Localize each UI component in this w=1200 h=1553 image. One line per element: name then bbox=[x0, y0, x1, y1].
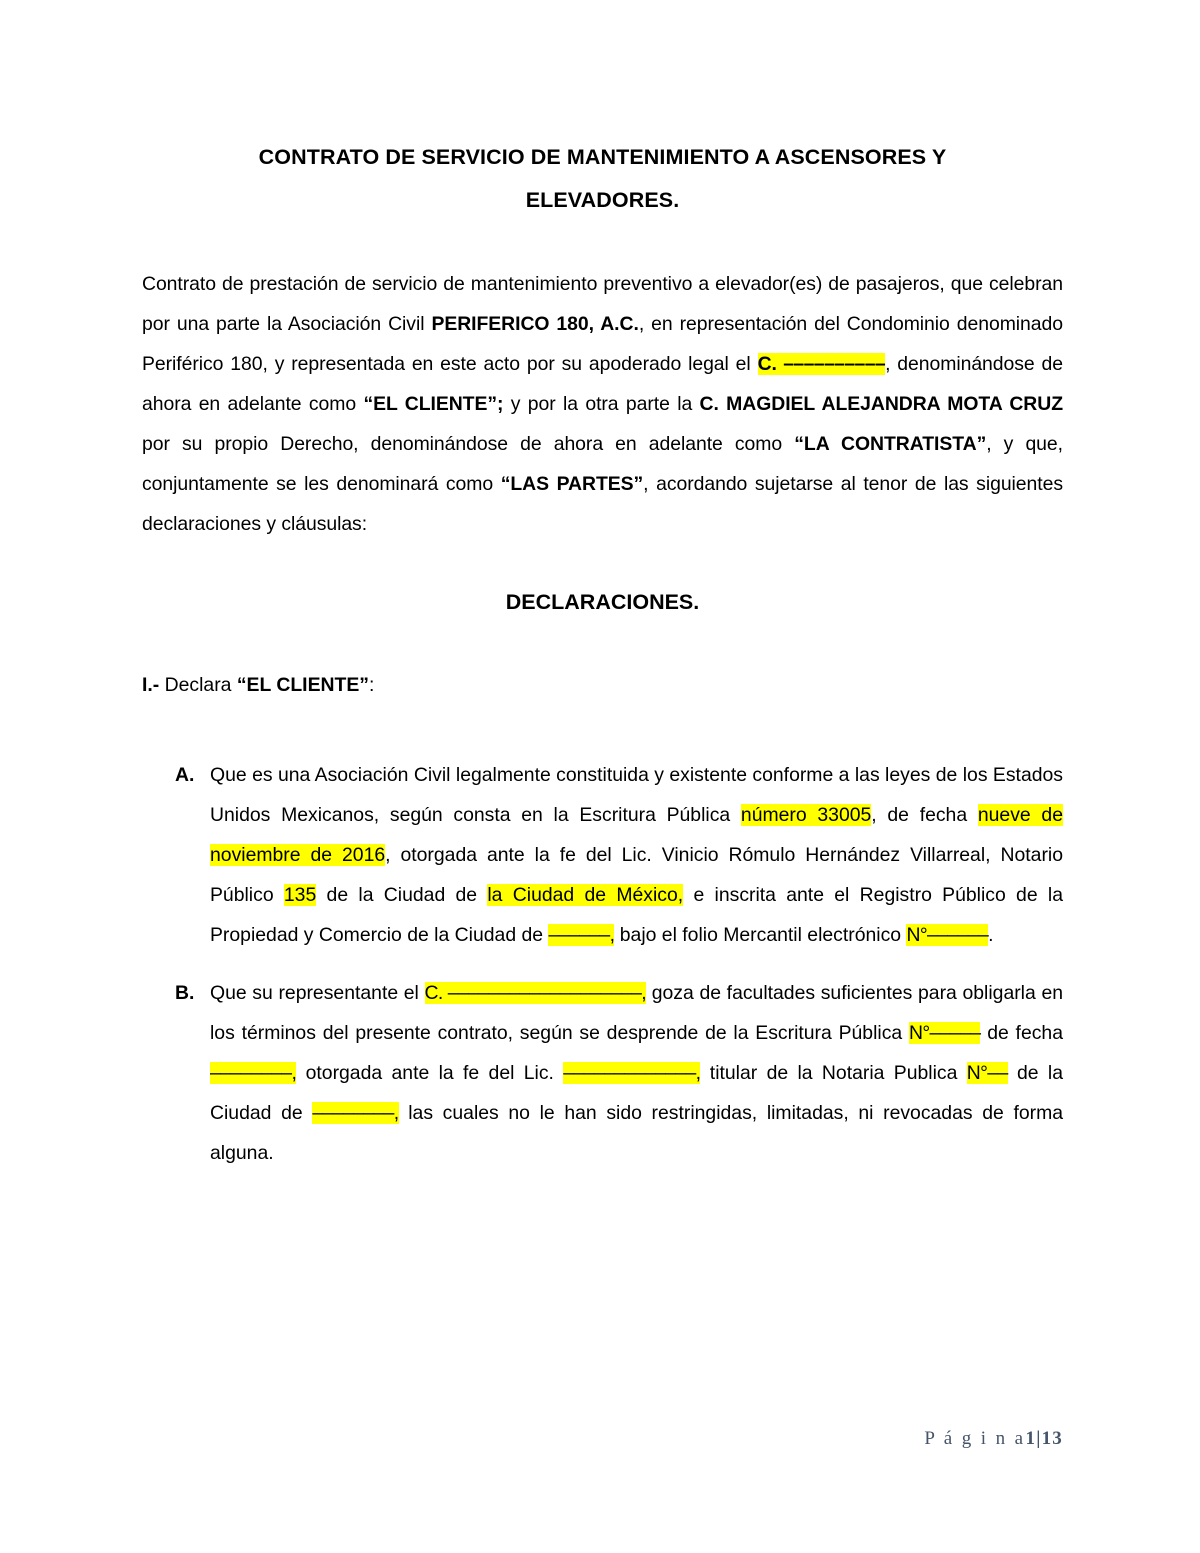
item-a-text-3: , otorgada ante la fe del Lic. Vinicio Rómulo Hernández Villarreal, Notario Público bbox=[210, 844, 1063, 906]
item-a-text-4: de la Ciudad de bbox=[316, 884, 488, 906]
blank-representante-nombre: C. –––––––––––––––––––, bbox=[424, 982, 647, 1004]
page-title bbox=[142, 0, 1063, 222]
blank-notario-ciudad: la Ciudad de México, bbox=[487, 884, 684, 906]
both-parties-alias: “LAS PARTES” bbox=[500, 473, 644, 495]
blank-notaria-ciudad: ––––––––, bbox=[312, 1102, 399, 1124]
item-b-text-5: titular de la Notaria Publica bbox=[700, 1062, 967, 1084]
declaration-lead-text: Declara bbox=[159, 674, 237, 696]
contractor-alias: “LA CONTRATISTA” bbox=[794, 433, 987, 455]
blank-escritura-numero: número 33005 bbox=[740, 804, 872, 826]
item-a-text-5: e inscrita ante el Registro Público de la Propiedad y Comercio de la Ciudad de bbox=[210, 884, 1063, 946]
item-b-text-3: de fecha bbox=[980, 1022, 1063, 1044]
document-body bbox=[142, 0, 1063, 1173]
intro-text-6: , y que, conjuntamente se les denominará como bbox=[142, 433, 1063, 495]
item-b-text-7: las cuales no le han sido restringidas, limitadas, ni revocadas de forma alguna. bbox=[210, 1102, 1064, 1164]
list-item-marker: A. bbox=[175, 764, 195, 786]
list-item-marker: B. bbox=[175, 982, 195, 1004]
client-entity-name: PERIFERICO 180, A.C. bbox=[431, 313, 639, 335]
blank-registro-ciudad: ––––––, bbox=[548, 924, 615, 946]
declaration-items-list bbox=[142, 705, 1063, 1173]
blank-notaria-publica-numero: N°–– bbox=[966, 1062, 1008, 1084]
intro-text-5: por su propio Derecho, denominándose de ahora en adelante como bbox=[142, 433, 795, 455]
list-item bbox=[142, 755, 1063, 955]
footer-separator: | bbox=[1036, 1428, 1042, 1449]
item-b-text-1: Que su representante el bbox=[210, 982, 425, 1004]
blank-apoderado-prefix: C. bbox=[757, 353, 777, 375]
blank-escritura-publica-fecha: ––––––––, bbox=[210, 1062, 297, 1084]
item-a-text-7: . bbox=[988, 924, 994, 946]
item-a-text-1: Que es una Asociación Civil legalmente constituida y existente conforme a las leyes de los Estados Unidos Mexicanos, según consta en la Escritura Pública bbox=[210, 764, 1063, 826]
blank-folio-mercantil: N°–––––– bbox=[906, 924, 989, 946]
blank-apoderado-dashes: –––––––––– bbox=[776, 353, 886, 375]
declaration-colon: : bbox=[368, 674, 375, 696]
contractor-name: C. MAGDIEL ALEJANDRA MOTA CRUZ bbox=[699, 393, 1063, 415]
intro-text-2: , en representación del Condominio denominado Periférico 180, y representada en este acto por su apoderado legal el bbox=[142, 313, 1063, 375]
list-item bbox=[142, 973, 1063, 1173]
section-heading-declaraciones: DECLARACIONES. bbox=[505, 590, 700, 614]
page-title-line-2: ELEVADORES. bbox=[525, 188, 680, 212]
footer-page-number: 1 bbox=[1025, 1428, 1037, 1449]
footer-label: P á g i n a bbox=[924, 1428, 1026, 1449]
item-a-text-2: , de fecha bbox=[871, 804, 978, 826]
declaration-subject: “EL CLIENTE” bbox=[236, 674, 369, 696]
declaration-one-heading bbox=[142, 622, 1063, 705]
intro-text-3: , denominándose de ahora en adelante como bbox=[142, 353, 1063, 415]
intro-text-7: , acordando sujetarse al tenor de las siguientes declaraciones y cláusulas: bbox=[142, 473, 1063, 535]
page-title-line-1: CONTRATO DE SERVICIO DE MANTENIMIENTO A ASCENSORES Y bbox=[258, 145, 947, 169]
blank-apoderado-legal bbox=[758, 353, 885, 375]
item-b-text-2: goza de facultades suficientes para obligarla en los términos del presente contrato, según se desprende de la Escritura Pública bbox=[210, 982, 1064, 1044]
declaration-numeral: I.- bbox=[142, 674, 160, 696]
intro-text-4: y por la otra parte la bbox=[503, 393, 700, 415]
page-footer bbox=[142, 1428, 1063, 1450]
client-alias: “EL CLIENTE”; bbox=[363, 393, 504, 415]
item-b-text-6: de la Ciudad de bbox=[210, 1062, 1064, 1124]
item-a-text-6: bajo el folio Mercantil electrónico bbox=[614, 924, 907, 946]
footer-total-pages: 13 bbox=[1041, 1428, 1063, 1449]
blank-escritura-fecha: nueve de noviembre de 2016 bbox=[210, 804, 1063, 866]
blank-lic-nombre: –––––––––––––, bbox=[563, 1062, 701, 1084]
intro-paragraph bbox=[142, 222, 1063, 544]
item-b-text-4: otorgada ante la fe del Lic. bbox=[296, 1062, 564, 1084]
intro-text-1: Contrato de prestación de servicio de mantenimiento preventivo a elevador(es) de pasajeros, que celebran por una parte la Asociación Civil bbox=[142, 273, 1063, 335]
blank-notario-numero: 135 bbox=[283, 884, 317, 906]
blank-escritura-publica-numero: N°––––– bbox=[908, 1022, 981, 1044]
